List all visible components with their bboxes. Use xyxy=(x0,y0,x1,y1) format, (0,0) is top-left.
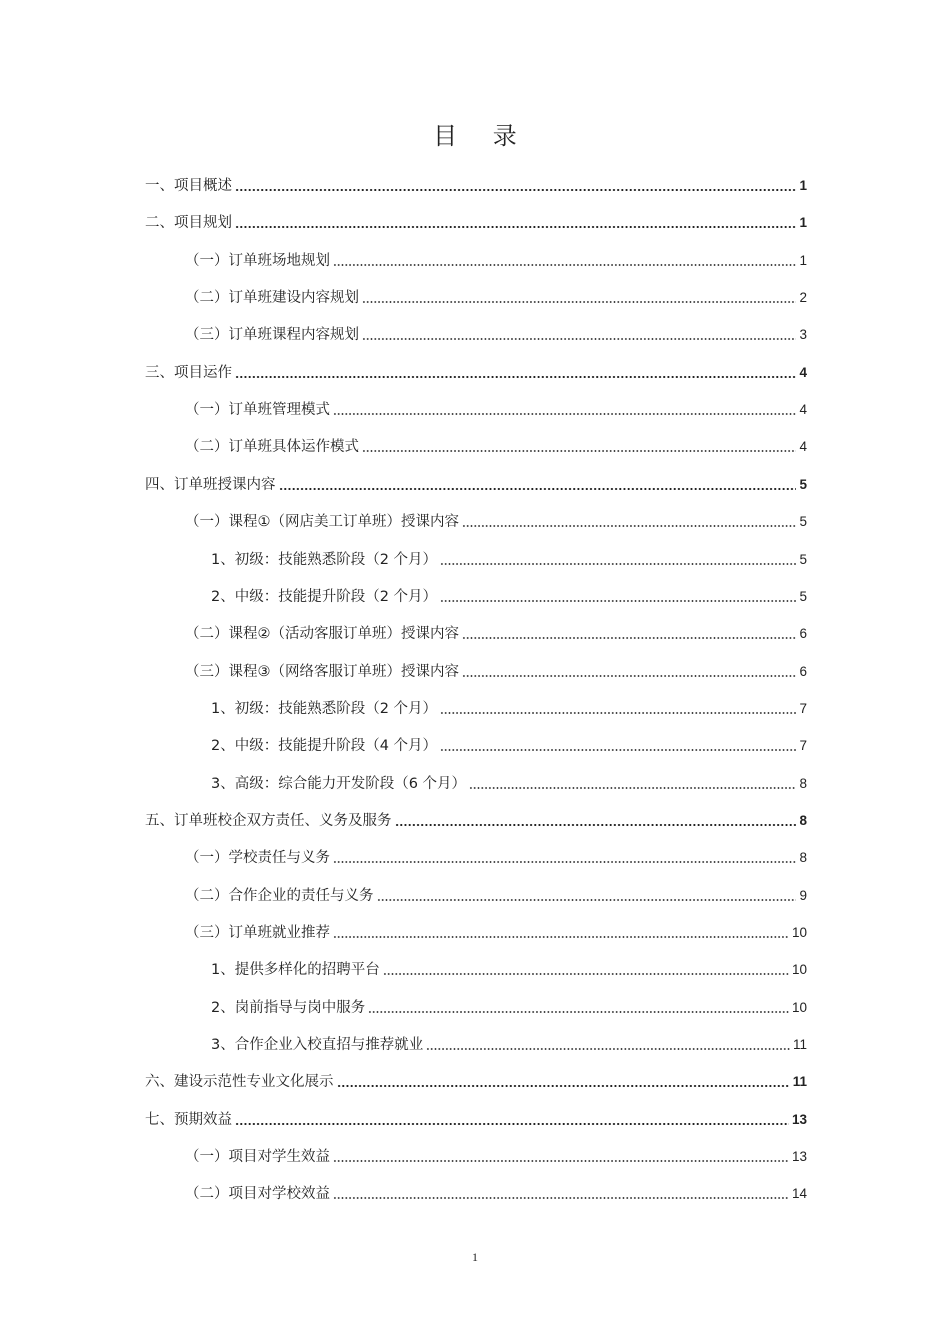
toc-entry[interactable] xyxy=(185,913,807,950)
toc-entry-title: 七、预期效益 xyxy=(145,1111,232,1128)
toc-entry-page-number: 1 xyxy=(799,178,807,193)
toc-entry[interactable] xyxy=(185,315,807,352)
toc-entry[interactable] xyxy=(185,838,807,875)
toc-entry-page-number: 4 xyxy=(799,402,807,418)
toc-entry-title: 2、岗前指导与岗中服务 xyxy=(211,999,366,1016)
toc-entry-title: （一）学校责任与义务 xyxy=(185,850,330,867)
toc-dot-leader xyxy=(362,450,796,452)
toc-dot-leader xyxy=(440,563,796,565)
toc-entry-title: 六、建设示范性专业文化展示 xyxy=(145,1074,334,1091)
toc-entry-title: 五、订单班校企双方责任、义务及服务 xyxy=(145,812,392,829)
toc-entry-page-number: 5 xyxy=(799,476,807,492)
toc-dot-leader xyxy=(333,1160,789,1162)
toc-entry[interactable] xyxy=(211,1025,807,1062)
page-title: 目 录 xyxy=(433,122,531,150)
toc-entry-title: 3、合作企业入校直招与推荐就业 xyxy=(211,1037,424,1054)
toc-entry-page-number: 6 xyxy=(799,663,807,679)
toc-dot-leader xyxy=(440,749,796,751)
toc-dot-leader xyxy=(235,226,796,228)
toc-dot-leader xyxy=(440,600,796,602)
toc-dot-leader xyxy=(368,1011,789,1013)
toc-entry-page-number: 13 xyxy=(791,1149,807,1165)
toc-entry-title: （二）合作企业的责任与义务 xyxy=(185,887,374,904)
toc-dot-leader xyxy=(235,1123,789,1125)
toc-dot-leader xyxy=(333,861,796,863)
toc-entry[interactable] xyxy=(211,988,807,1025)
toc-entry-title: （三）订单班就业推荐 xyxy=(185,925,330,941)
toc-entry-page-number: 11 xyxy=(792,1037,807,1053)
toc-dot-leader xyxy=(462,637,796,639)
toc-entry-page-number: 4 xyxy=(799,439,807,455)
toc-dot-leader xyxy=(333,413,796,415)
toc-entry-title: 四、订单班授课内容 xyxy=(145,476,276,493)
toc-entry-page-number: 7 xyxy=(799,738,807,754)
toc-entry-title: 一、项目概述 xyxy=(145,178,232,194)
toc-entry-title: （三）课程③（网络客服订单班）授课内容 xyxy=(185,663,459,680)
toc-entry-page-number: 14 xyxy=(791,1186,807,1202)
toc-entry[interactable] xyxy=(185,652,807,689)
toc-entry[interactable] xyxy=(185,1174,807,1211)
toc-entry-page-number: 7 xyxy=(799,700,807,716)
toc-entry-page-number: 9 xyxy=(799,887,807,903)
toc-dot-leader xyxy=(469,787,796,789)
toc-entry[interactable] xyxy=(145,801,807,838)
toc-entry[interactable] xyxy=(211,689,807,726)
toc-entry-title: （二）订单班建设内容规划 xyxy=(185,290,359,307)
toc-entry-page-number: 8 xyxy=(799,812,807,828)
toc-entry[interactable] xyxy=(185,614,807,651)
toc-entry-title: （二）项目对学校效益 xyxy=(185,1186,330,1203)
toc-entry-page-number: 3 xyxy=(799,327,807,343)
toc-entry-page-number: 1 xyxy=(799,252,807,268)
toc-entry-title: （二）订单班具体运作模式 xyxy=(185,439,359,456)
toc-entry-page-number: 5 xyxy=(799,514,807,530)
toc-entry-page-number: 10 xyxy=(791,962,807,978)
toc-dot-leader xyxy=(333,1197,789,1199)
toc-entry-title: （一）课程①（网店美工订单班）授课内容 xyxy=(185,514,459,531)
toc-entry-page-number: 10 xyxy=(791,999,807,1015)
toc-entry[interactable] xyxy=(185,241,807,278)
toc-entry[interactable] xyxy=(145,1062,807,1099)
toc-entry[interactable] xyxy=(211,577,807,614)
toc-entry[interactable] xyxy=(145,166,807,203)
toc-entry[interactable] xyxy=(211,540,807,577)
toc-entry-page-number: 8 xyxy=(799,850,807,866)
toc-dot-leader xyxy=(426,1048,790,1050)
toc-entry-page-number: 5 xyxy=(799,551,807,567)
toc-entry-title: 三、项目运作 xyxy=(145,364,232,381)
toc-entry[interactable] xyxy=(185,876,807,913)
toc-entry[interactable] xyxy=(145,203,807,240)
toc-entry-page-number: 10 xyxy=(791,925,807,940)
toc-dot-leader xyxy=(333,936,789,938)
toc-entry-title: 1、初级：技能熟悉阶段（2 个月） xyxy=(211,551,438,568)
toc-entry-title: （一）订单班场地规划 xyxy=(185,252,330,269)
toc-entry[interactable] xyxy=(211,764,807,801)
toc-entry-title: （二）课程②（活动客服订单班）授课内容 xyxy=(185,626,459,643)
toc-dot-leader xyxy=(462,525,796,527)
toc-entry-title: 二、项目规划 xyxy=(145,215,232,232)
toc-dot-leader xyxy=(279,488,797,490)
toc-dot-leader xyxy=(362,338,796,340)
toc-entry-page-number: 5 xyxy=(799,588,807,604)
toc-entry-page-number: 8 xyxy=(799,775,807,791)
toc-dot-leader xyxy=(235,189,796,191)
toc-entry[interactable] xyxy=(145,353,807,390)
toc-entry[interactable] xyxy=(211,950,807,987)
toc-dot-leader xyxy=(235,376,796,378)
toc-entry[interactable] xyxy=(185,427,807,464)
toc-dot-leader xyxy=(362,301,796,303)
toc-entry-page-number: 6 xyxy=(799,626,807,642)
toc-dot-leader xyxy=(440,712,796,714)
toc-entry[interactable] xyxy=(145,1100,807,1137)
toc-entry[interactable] xyxy=(185,278,807,315)
footer-page-number: 1 xyxy=(472,1250,478,1264)
toc-entry[interactable] xyxy=(185,1137,807,1174)
toc-entry[interactable] xyxy=(185,390,807,427)
toc-entry-page-number: 11 xyxy=(792,1074,807,1090)
toc-dot-leader xyxy=(377,899,797,901)
toc-entry-title: 1、提供多样化的招聘平台 xyxy=(211,962,380,979)
toc-entry-page-number: 2 xyxy=(799,290,807,306)
toc-dot-leader xyxy=(337,1085,790,1087)
toc-dot-leader xyxy=(395,824,797,826)
toc-entry[interactable] xyxy=(185,502,807,539)
toc-entry-page-number: 4 xyxy=(799,364,807,380)
toc-entry[interactable] xyxy=(211,726,807,763)
toc-dot-leader xyxy=(383,973,789,975)
toc-entry[interactable] xyxy=(145,465,807,502)
toc-entry-title: 2、中级：技能提升阶段（4 个月） xyxy=(211,738,438,755)
toc-entry-page-number: 1 xyxy=(799,215,807,231)
toc-entry-title: （一）项目对学生效益 xyxy=(185,1149,330,1166)
toc-dot-leader xyxy=(462,675,796,677)
toc-entry-page-number: 13 xyxy=(791,1111,807,1127)
toc-entry-title: 2、中级：技能提升阶段（2 个月） xyxy=(211,588,438,605)
toc-entry-title: 3、高级：综合能力开发阶段（6 个月） xyxy=(211,775,467,792)
toc-entry-title: （一）订单班管理模式 xyxy=(185,402,330,419)
toc-entry-title: 1、初级：技能熟悉阶段（2 个月） xyxy=(211,700,438,717)
toc-dot-leader xyxy=(333,264,796,266)
toc-entry-title: （三）订单班课程内容规划 xyxy=(185,327,359,344)
